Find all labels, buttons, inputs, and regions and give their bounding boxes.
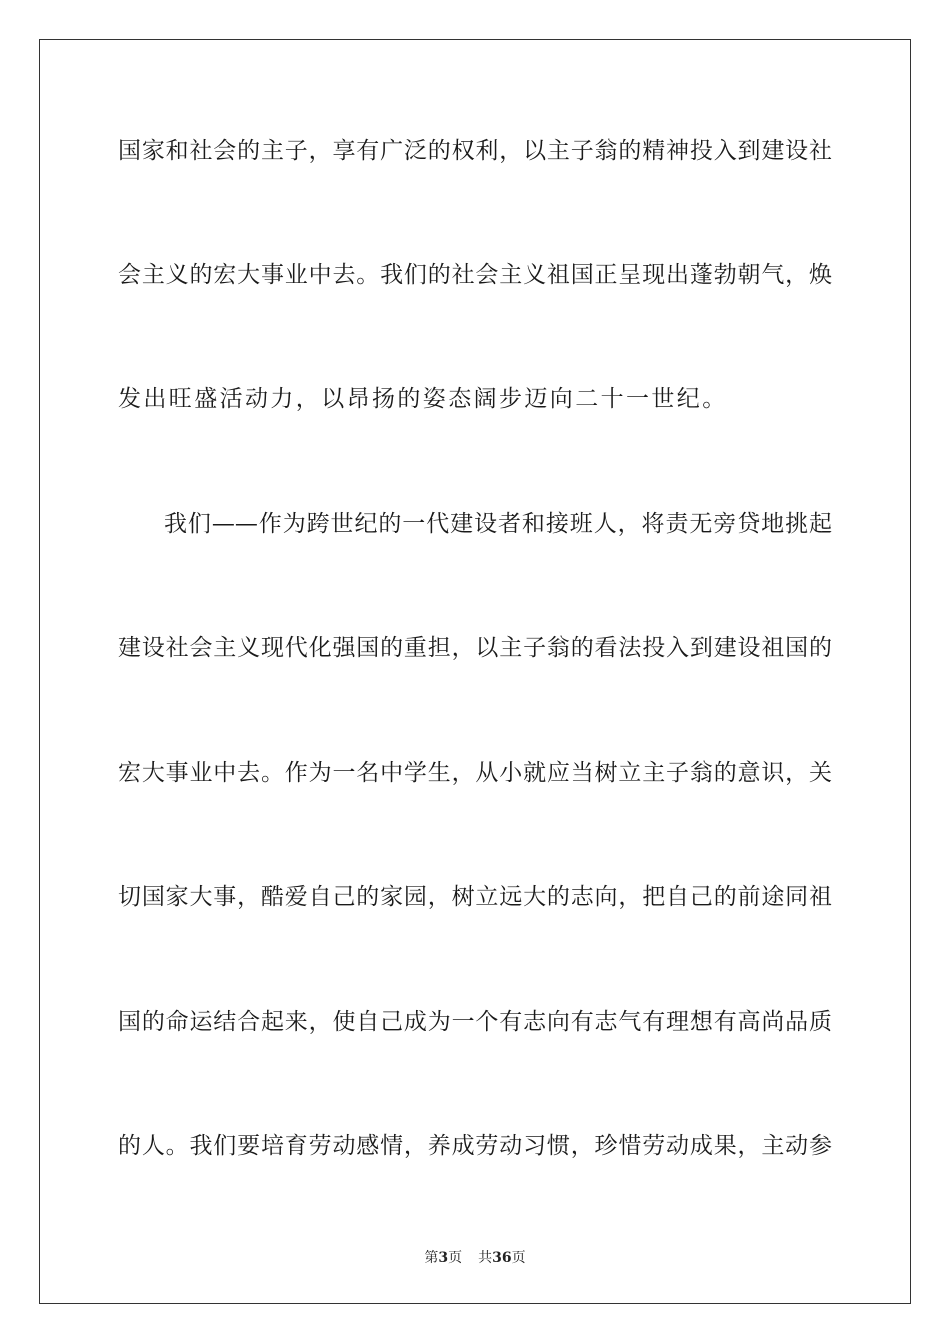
page-border	[39, 39, 911, 1304]
page-footer	[0, 1248, 950, 1268]
text-line: 发出旺盛活动力，以昂扬的姿态阔步迈向二十一世纪。	[118, 386, 728, 412]
total-pages: 36	[492, 1250, 512, 1266]
total-suffix: 页	[511, 1250, 526, 1266]
text-line: 切国家大事，酷爱自己的家园，树立远大的志向，把自己的前途同祖	[118, 884, 832, 910]
text-line: 宏大事业中去。作为一名中学生，从小就应当树立主子翁的意识，关	[118, 760, 832, 786]
text-line: 的人。我们要培育劳动感情，养成劳动习惯，珍惜劳动成果，主动参	[118, 1133, 832, 1159]
text-line: 国家和社会的主子，享有广泛的权利，以主子翁的精神投入到建设社	[118, 138, 832, 164]
text-line: 国的命运结合起来，使自己成为一个有志向有志气有理想有高尚品质	[118, 1009, 832, 1035]
page-prefix: 第	[424, 1250, 439, 1266]
page-number: 3	[438, 1250, 449, 1266]
total-prefix: 共	[478, 1250, 493, 1266]
text-line: 会主义的宏大事业中去。我们的社会主义祖国正呈现出蓬勃朝气，焕	[118, 262, 832, 288]
text-line: 我们——作为跨世纪的一代建设者和接班人，将责无旁贷地挑起	[164, 511, 832, 537]
page-suffix: 页	[448, 1250, 463, 1266]
text-line: 建设社会主义现代化强国的重担，以主子翁的看法投入到建设祖国的	[118, 635, 832, 661]
